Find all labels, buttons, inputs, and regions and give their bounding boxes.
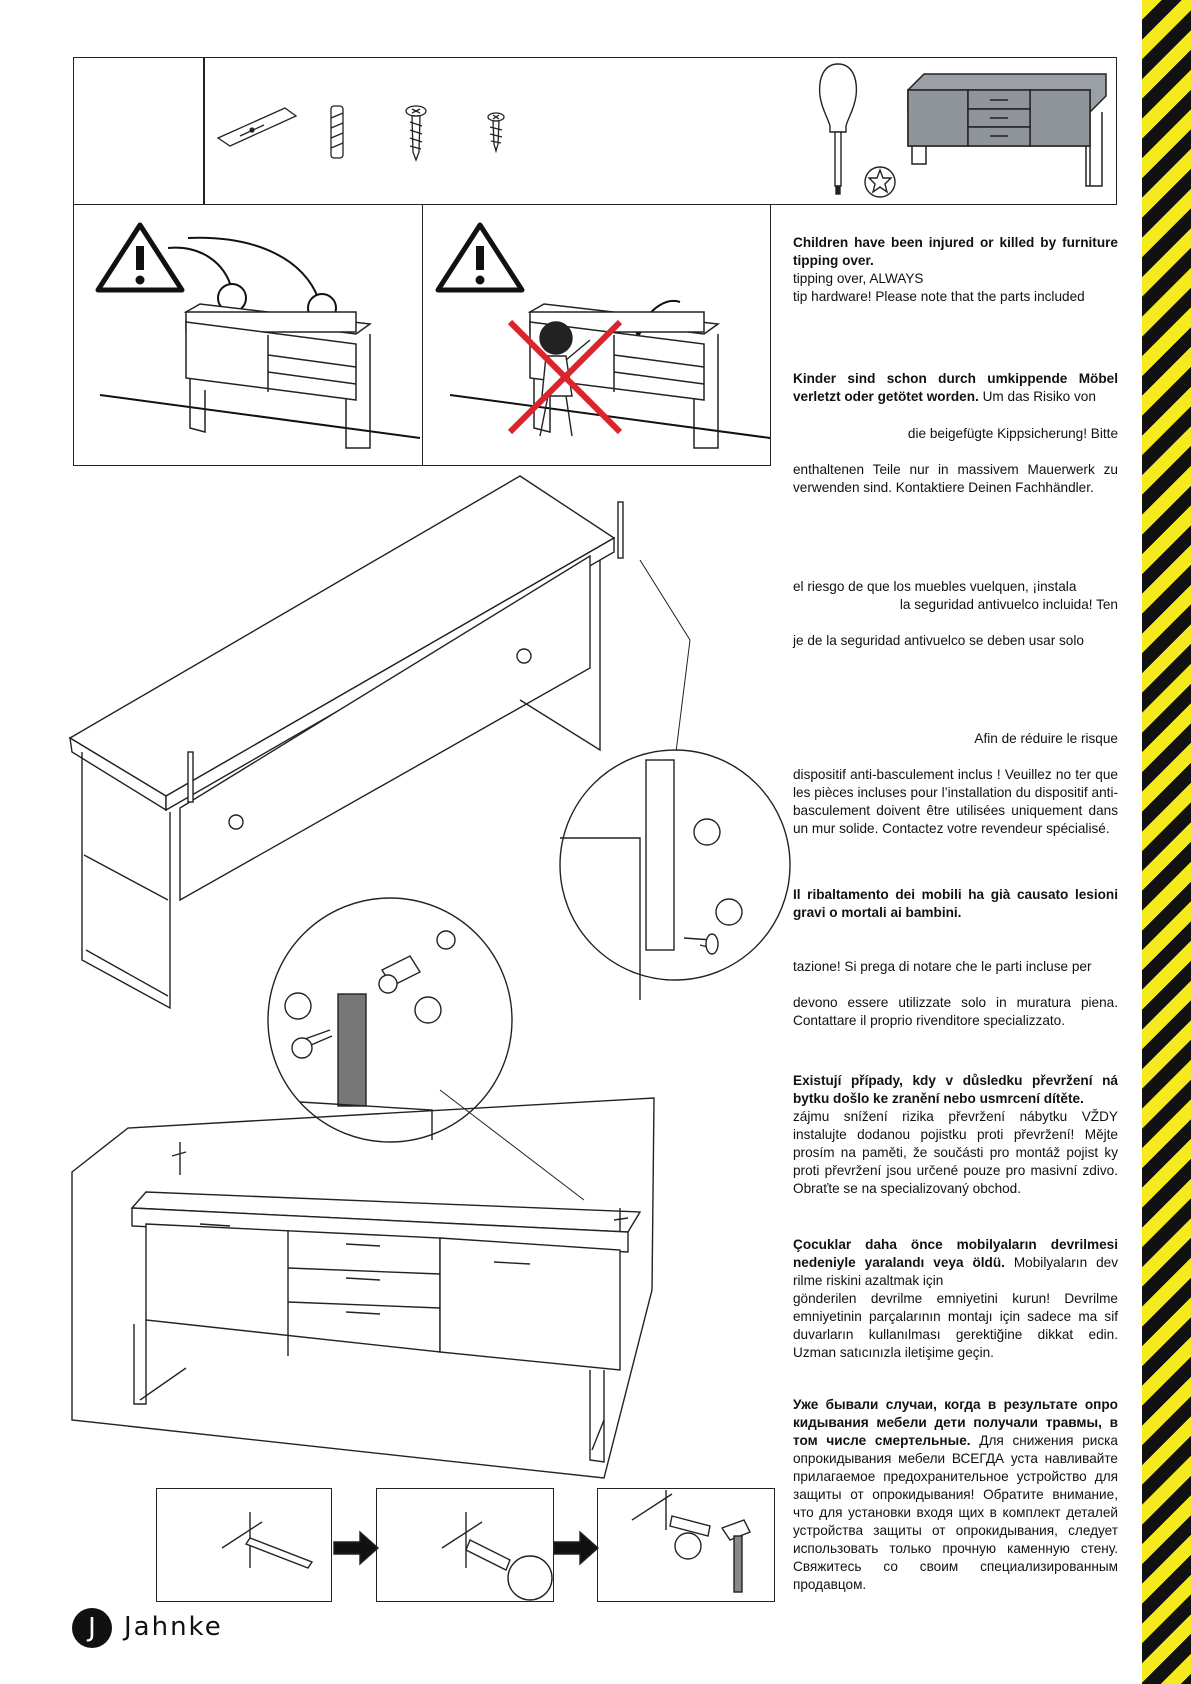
warning-tr-text-2: gönderilen devrilme emniyetini kurun! Devrilme emniyetinin parçalarının montajı için sadece ma sif duvarların kullanılması gerektiğine dikkat edin. Uzman satıcınızla iletişime geçin. bbox=[793, 1291, 1118, 1360]
drill-icon bbox=[442, 1512, 552, 1600]
warning-it-bold: Il ribaltamento dei mobili ha già causato lesioni gravi o mortali ai bambini. bbox=[793, 887, 1118, 920]
warning-es-1 bbox=[793, 578, 1118, 596]
warning-it-3 bbox=[793, 994, 1118, 1030]
warning-tr bbox=[793, 1236, 1118, 1362]
warning-en-line-1: tipping over, ALWAYS bbox=[793, 271, 924, 286]
warning-de-bold: Kinder sind schon durch umkippende Möbel verletzt oder getötet worden. bbox=[793, 371, 1118, 404]
brand-logo-icon bbox=[72, 1608, 112, 1648]
warning-de bbox=[793, 370, 1118, 406]
warning-it-2 bbox=[793, 958, 1118, 976]
warning-de-3 bbox=[793, 461, 1118, 497]
warning-de-text-2: die beigefügte Kippsicherung! Bitte bbox=[907, 426, 1118, 441]
warning-ru-bold: Уже бывали случаи, когда в результате опро кидывания мебели дети получали травмы, в том числе смертельные. bbox=[793, 1397, 1118, 1448]
warning-en-bold: Children have been injured or killed by furniture tipping over. bbox=[793, 235, 1118, 268]
arrow-right-icon bbox=[554, 1532, 598, 1564]
warning-cs-text: zájmu snížení rizika převržení nábytku VŽDY instalujte dodanou pojistku proti převržení! Mějte prosím na paměti, že součásti pro montáž pojist ky proti převržení jsou určené pouze pro masivní zdivo. Obraťte se na specializovaný obchod. bbox=[793, 1109, 1118, 1196]
warning-en bbox=[793, 234, 1118, 306]
warning-ru-text: Для снижения риска опрокидывания мебели ВСЕГДА уста навливайте прилагаемое предохранительное устройство для защиты от опрокидывания! Обратите внимание, что для установки входя щих в комплект деталей устройства защиты от опрокидывания, следует использовать только прочную каменную стену. Свяжитесь со своим специализированным продавцом. bbox=[793, 1433, 1118, 1592]
warning-es-3 bbox=[793, 632, 1118, 650]
hammer-icon bbox=[722, 1520, 750, 1592]
brand-logo-letter: J bbox=[88, 1613, 96, 1643]
warning-fr-text-1: Afin de réduire le risque bbox=[974, 731, 1118, 746]
warning-de-text-3: enthaltenen Teile nur in massivem Mauerwerk zu verwenden sind. Kontaktiere Deinen Fachhändler. bbox=[793, 462, 1118, 495]
warning-en-line-2: tip hardware! Please note that the parts included bbox=[793, 289, 1085, 304]
warning-es-text-2: la seguridad antivuelco incluida! Ten bbox=[899, 597, 1118, 612]
arrow-right-icon bbox=[334, 1532, 378, 1564]
warning-tr-text-1: Mobilyaların dev rilme riskini azaltmak için bbox=[793, 1255, 1118, 1288]
warning-cs bbox=[793, 1072, 1118, 1198]
warning-es-text-3: je de la seguridad antivuelco se deben usar solo bbox=[793, 633, 1084, 648]
warning-es-text-1: el riesgo de que los muebles vuelquen, ¡instala bbox=[793, 579, 1077, 594]
warning-it-text-2: devono essere utilizzate solo in muratura piena. Contattare il proprio rivenditore specializzato. bbox=[793, 995, 1118, 1028]
warning-it-1 bbox=[793, 886, 1118, 922]
warning-it-text-1: tazione! Si prega di notare che le parti incluse per bbox=[793, 959, 1092, 974]
warning-de-text-1: Um das Risiko von bbox=[982, 389, 1096, 404]
warning-es-2 bbox=[793, 596, 1118, 614]
brand-name: Jahnke bbox=[124, 1612, 223, 1642]
dowel-icon bbox=[632, 1490, 710, 1559]
warning-cs-bold: Existují případy, kdy v důsledku převržení ná bytku došlo ke zranění nebo usmrcení dítěte. bbox=[793, 1073, 1118, 1106]
warning-de-2 bbox=[793, 425, 1118, 443]
warning-tr-bold: Çocuklar daha önce mobilyaların devrilmesi nedeniyle yaralandı veya öldü. bbox=[793, 1237, 1118, 1270]
warning-fr-2 bbox=[793, 766, 1118, 838]
warning-fr-text-2: dispositif anti-basculement inclus ! Veuillez no ter que les pièces incluses pour l’installation du dispositif anti-basculement doivent être utilisées uniquement dans un mur solide. Contactez votre revendeur spécialisé. bbox=[793, 767, 1118, 836]
warning-fr-1 bbox=[793, 730, 1118, 748]
pencil-icon bbox=[222, 1512, 312, 1568]
warning-ru bbox=[793, 1396, 1118, 1594]
